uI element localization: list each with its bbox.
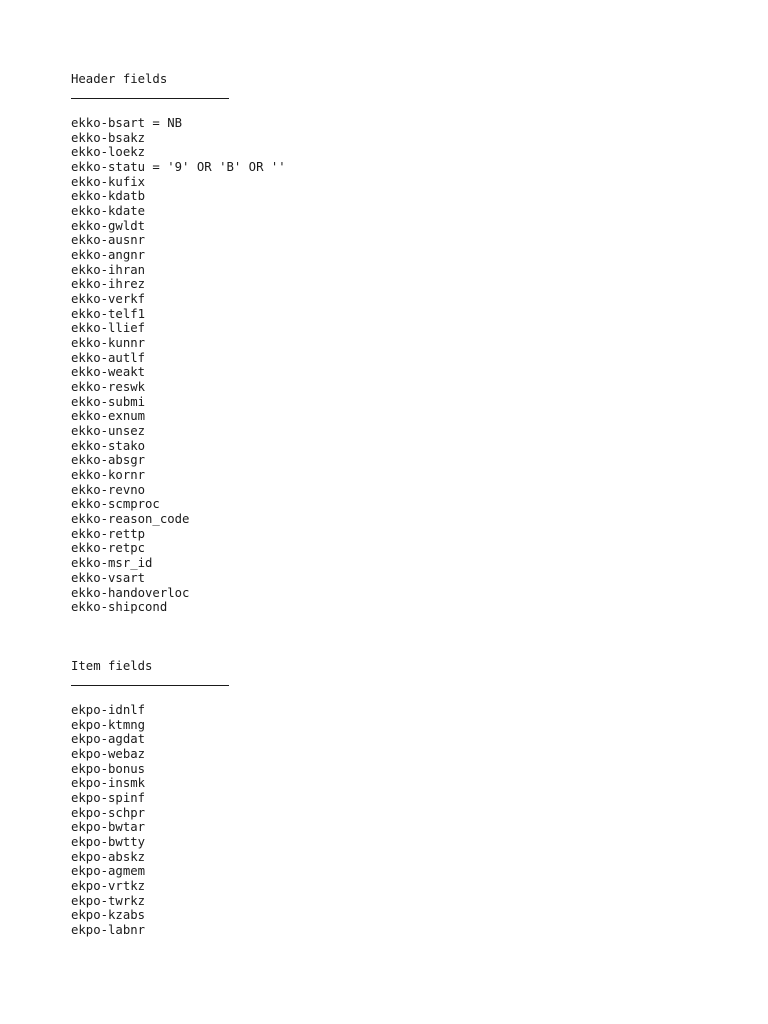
field-line: ekko-weakt [71, 365, 146, 380]
field-line: ekpo-abskz [71, 849, 146, 864]
field-line: ekko-kornr [71, 468, 146, 483]
field-line: ekko-loekz [71, 145, 146, 160]
field-line: ekko-ihran [71, 262, 146, 277]
field-line: ekko-ihrez [71, 277, 146, 292]
item-fields-section [71, 658, 711, 938]
field-line: ekko-llief [71, 321, 146, 336]
field-line: ekpo-webaz [71, 746, 146, 761]
section-spacer [71, 615, 711, 658]
field-line: ekko-retpc [71, 541, 146, 556]
field-line: ekpo-insmk [71, 776, 146, 791]
field-line: ekko-bsart = NB [71, 116, 183, 130]
field-line: ekko-submi [71, 394, 146, 409]
header-fields-list [71, 116, 711, 615]
field-line: ekko-vsart [71, 570, 146, 585]
field-line: ekko-reason_code [71, 512, 190, 527]
field-line: ekko-msr_id [71, 556, 153, 571]
field-line: ekko-autlf [71, 350, 146, 365]
field-line: ekpo-spinf [71, 790, 146, 805]
field-line: ekko-angnr [71, 248, 146, 263]
field-line: ekpo-vrtkz [71, 878, 146, 893]
field-line: ekko-exnum [71, 409, 146, 424]
field-line: ekko-ausnr [71, 233, 146, 248]
field-line: ekko-unsez [71, 424, 146, 439]
header-fields-section [71, 71, 711, 615]
field-line: ekko-gwldt [71, 218, 146, 233]
field-line: ekko-statu = '9' OR 'B' OR '' [71, 160, 286, 175]
field-line: ekko-shipcond [71, 600, 168, 615]
field-line: ekpo-agmem [71, 864, 146, 879]
document-page [71, 71, 711, 938]
field-line: ekpo-bwtty [71, 834, 146, 849]
field-line: ekko-bsakz [71, 130, 146, 145]
field-line: ekko-stako [71, 438, 146, 453]
field-line: ekko-handoverloc [71, 585, 190, 600]
field-line: ekko-kufix [71, 174, 146, 189]
field-line: ekko-rettp [71, 526, 146, 541]
field-line: ekpo-labnr [71, 922, 146, 937]
field-line: ekko-verkf [71, 292, 146, 307]
field-line: ekko-kdate [71, 204, 146, 219]
field-line: ekko-kunnr [71, 336, 146, 351]
item-fields-underline [71, 685, 229, 686]
field-line: ekpo-kzabs [71, 908, 146, 923]
field-line: ekpo-agdat [71, 732, 146, 747]
header-fields-title: Header fields [71, 72, 168, 86]
field-line: ekko-reswk [71, 380, 146, 395]
field-line: ekko-scmproc [71, 497, 160, 512]
field-line: ekko-kdatb [71, 189, 146, 204]
header-fields-underline [71, 98, 229, 99]
field-line: ekpo-schpr [71, 805, 146, 820]
field-line: ekko-revno [71, 482, 146, 497]
field-line: ekko-telf1 [71, 306, 146, 321]
field-line: ekko-absgr [71, 453, 146, 468]
field-line: ekpo-bonus [71, 761, 146, 776]
item-fields-list [71, 703, 711, 938]
field-line: ekpo-idnlf [71, 702, 146, 717]
field-line: ekpo-bwtar [71, 820, 146, 835]
item-fields-title: Item fields [71, 658, 153, 673]
field-line: ekpo-ktmng [71, 717, 146, 732]
field-line: ekpo-twrkz [71, 893, 146, 908]
